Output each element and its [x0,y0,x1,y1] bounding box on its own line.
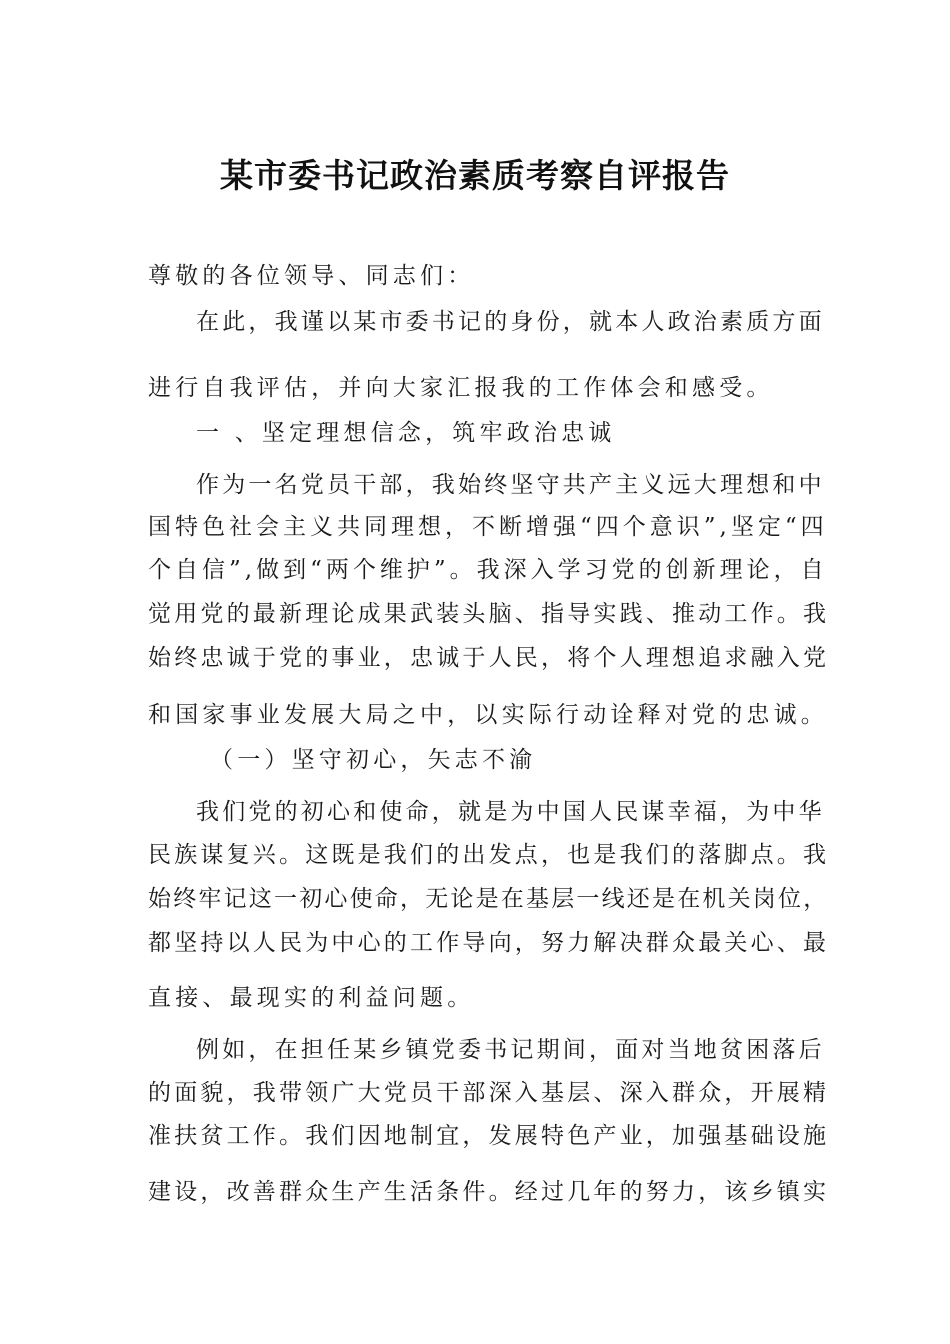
paragraph-line: 直接、最现实的利益问题。 [148,985,475,1011]
paragraph-line: 在此，我谨以某市委书记的身份，就本人政治素质方面 [196,309,825,335]
paragraph-line: 始终牢记这一初心使命，无论是在基层一线还是在机关岗位， [148,886,829,912]
paragraph-line: 民族谋复兴。这既是我们的出发点，也是我们的落脚点。我 [148,842,830,868]
paragraph-line: 都坚持以人民为中心的工作导向，努力解决群众最关心、最 [148,930,830,956]
paragraph-line: 国特色社会主义共同理想，不断增强“四个意识”,坚定“四 [148,514,828,540]
salutation: 尊敬的各位领导、同志们： [148,263,475,289]
paragraph-line: 例如，在担任某乡镇党委书记期间，面对当地贫困落后 [196,1037,825,1063]
document-title: 某市委书记政治素质考察自评报告 [220,156,730,195]
paragraph-line: 和国家事业发展大局之中，以实际行动诠释对党的忠诚。 [148,702,828,728]
subsection-heading: （一）坚守初心，矢志不渝 [210,747,537,773]
paragraph-line: 作为一名党员干部，我始终坚守共产主义远大理想和中 [196,472,825,498]
section-heading: 一 、坚定理想信念，筑牢政治忠诚 [196,420,616,446]
paragraph-line: 个自信”,做到“两个维护”。我深入学习党的创新理论，自 [148,557,828,583]
paragraph-line: 始终忠诚于党的事业，忠诚于人民，将个人理想追求融入党 [148,645,830,671]
paragraph-line: 我们党的初心和使命，就是为中国人民谋幸福，为中华 [196,799,825,825]
paragraph-line: 进行自我评估，并向大家汇报我的工作体会和感受。 [148,375,774,401]
paragraph-line: 觉用党的最新理论成果武装头脑、指导实践、推动工作。我 [148,601,830,627]
paragraph-line: 的面貌，我带领广大党员干部深入基层、深入群众，开展精 [148,1080,830,1106]
paragraph-line: 准扶贫工作。我们因地制宜，发展特色产业，加强基础设施 [148,1123,830,1149]
paragraph-line: 建设，改善群众生产生活条件。经过几年的努力，该乡镇实 [148,1179,830,1205]
